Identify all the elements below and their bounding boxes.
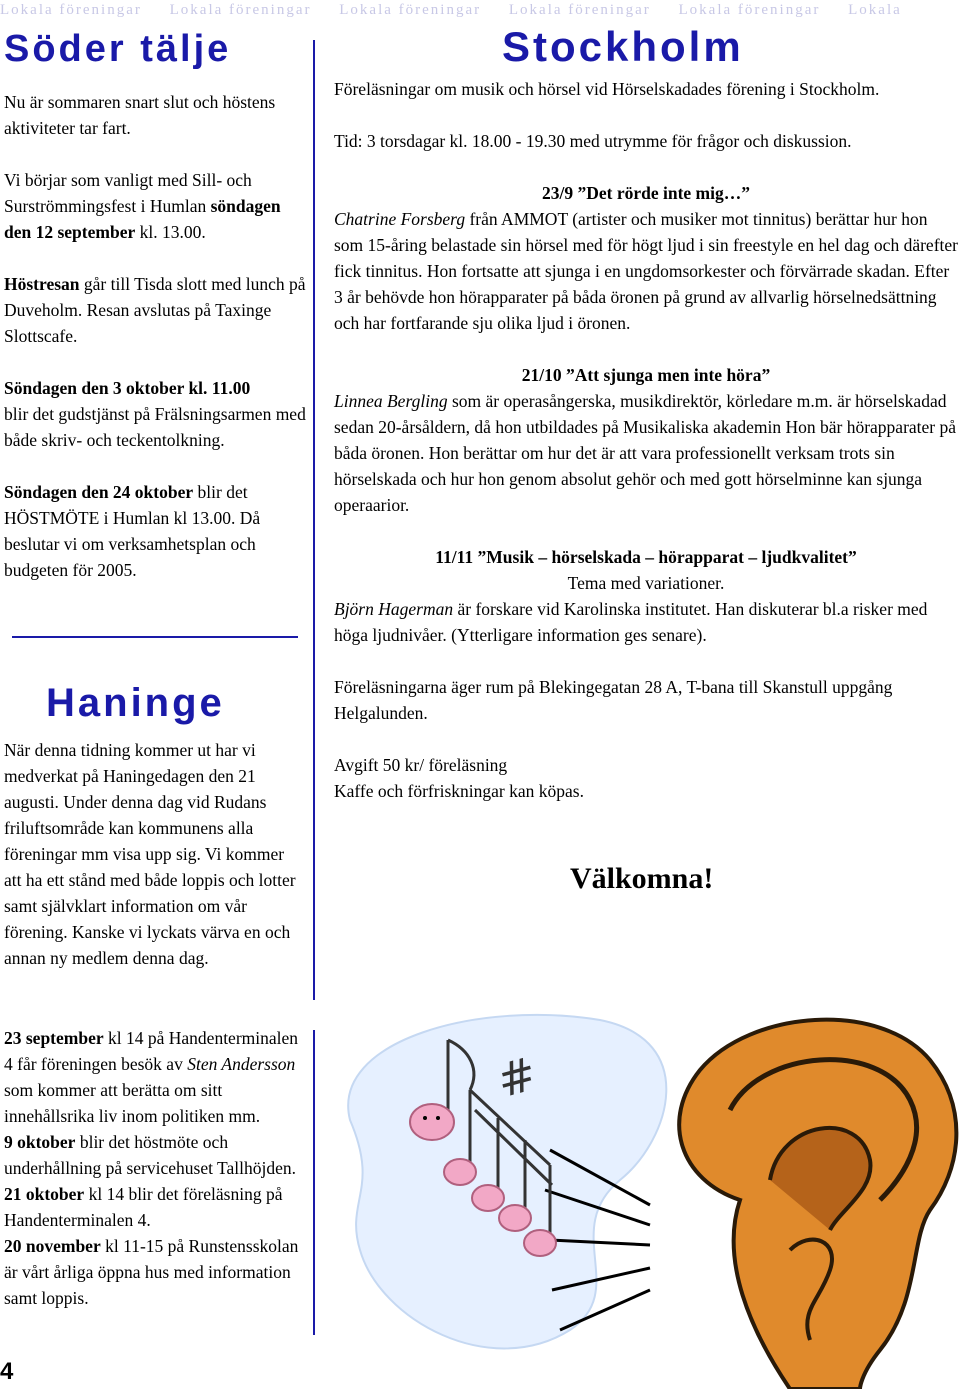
event-date: 21 oktober [4, 1184, 85, 1204]
haninge-events [4, 1025, 304, 1311]
event-date: 20 november [4, 1236, 101, 1256]
header-label: Lokala föreningar [0, 2, 142, 18]
sodertalje-trip-event [4, 271, 306, 349]
lecturer-name: Björn Hagerman [334, 599, 454, 619]
right-column-rule [313, 1030, 315, 1335]
haninge-intro: När denna tidning kommer ut har vi medverkat på Haningedagen den 21 augusti. Under denna dag vid Rudans friluftsområde kan kommunens alla föreningar mm visa upp sig. Vi kommer att ha ett stånd med både loppis och lotter samt självklart information om vår förening. Kanske vi lyckats värva en och annan ny medlem denna dag. [4, 740, 296, 968]
lecture-heading-text: 11/11 ”Musik – hörselskada – hörapparat – ljudkvalitet” [435, 547, 857, 567]
lecturer-name: Linnea Bergling [334, 391, 448, 411]
header-label: Lokala föreningar [508, 2, 651, 18]
sodertalje-intro: Nu är sommaren snart slut och höstens aktiviteter tar fart. [4, 92, 276, 138]
left-column-rule [313, 40, 315, 1000]
stockholm-location: Föreläsningarna äger rum på Blekingegatan 28 A, T-bana till Skanstull uppgång Helgalunden. [334, 677, 893, 723]
header-label: Lokala föreningar [339, 2, 482, 18]
stockholm-title: Stockholm [502, 23, 744, 70]
lecture-text: som är operasångerska, musikdirektör, körledare m.m. är hörselskadad sedan 20-årsåldern, då hon utbildades på Musikaliska akademin Hon bär hörapparater på båda öronen. Hon berättar om hur det är att vara professionellt verksam trots sin hörselskada och hur hon genom absolut gehör och med gott hörselminne kan sjunga operaarior. [334, 391, 957, 515]
sodertalje-service-event [4, 375, 306, 453]
sodertalje-title: Söder tälje [4, 28, 232, 70]
haninge-event [4, 1129, 304, 1181]
lecture-2-body [334, 388, 958, 518]
trip-label: Höstresan [4, 274, 80, 294]
welcome-text: Välkomna! [570, 862, 714, 895]
page-number: 4 [0, 1358, 14, 1385]
lecture-text: är forskare vid Karolinska institutet. Han diskuterar bl.a risker med höga ljudnivåer. (Ytterligare information ges senare). [334, 599, 928, 645]
stockholm-fee: Avgift 50 kr/ föreläsning [334, 755, 508, 775]
service-text: blir det gudstjänst på Frälsningsarmen med både skriv- och teckentolkning. [4, 404, 306, 450]
speaker-name: Sten Andersson [187, 1054, 296, 1074]
lecture-2-heading [334, 362, 958, 388]
event-text: som kommer att berätta om sitt innehållsrika liv inom politiken mm. [4, 1080, 261, 1126]
sodertalje-sill-event [4, 167, 306, 245]
meeting-date: Söndagen den 24 oktober [4, 482, 194, 502]
haninge-event [4, 1181, 304, 1233]
ear-icon [679, 1020, 956, 1389]
sodertalje-body [4, 89, 306, 583]
service-date: Söndagen den 3 oktober kl. 11.00 [4, 378, 251, 398]
stockholm-time: Tid: 3 torsdagar kl. 18.00 - 19.30 med utrymme för frågor och diskussion. [334, 131, 852, 151]
lecture-3-heading [334, 544, 958, 570]
sill-time: kl. 13.00. [135, 222, 206, 242]
lecture-3-body [334, 596, 958, 648]
event-text: blir det höstmöte och underhållning på servicehuset Tallhöjden. [4, 1132, 296, 1178]
event-text: kl 14 blir det föreläsning på Handenterminalen 4. [4, 1184, 283, 1230]
header-label: Lokala föreningar [169, 2, 312, 18]
lecture-heading-text: 21/10 ”Att sjunga men inte höra” [521, 365, 771, 385]
event-text: kl 11-15 på Runstensskolan är vårt årliga öppna hus med information samt loppis. [4, 1236, 299, 1308]
stockholm-intro: Föreläsningar om musik och hörsel vid Hörselskadades förening i Stockholm. [334, 79, 880, 99]
haninge-event [4, 1233, 304, 1311]
haninge-title: Haninge [46, 681, 225, 725]
sill-text: Vi börjar som vanligt med Sill- och Surströmmingsfest i Humlan [4, 170, 252, 216]
lecture-3-sub: Tema med variationer. [567, 573, 725, 593]
sill-date: söndagen den 12 september [4, 196, 281, 242]
haninge-body [4, 737, 302, 971]
event-text: kl 14 på Handenterminalen 4 får föreningen besök av [4, 1028, 299, 1074]
stockholm-body [334, 76, 958, 804]
section-header-band [0, 0, 960, 22]
lecture-1-body [334, 206, 958, 336]
event-date: 23 september [4, 1028, 104, 1048]
stockholm-coffee: Kaffe och förfriskningar kan köpas. [334, 781, 584, 801]
lecture-text: från AMMOT (artister och musiker mot tinnitus) berättar hur hon som 15-åring belastade sin hörsel med för högt ljud i sin freestyle en hel dag och därefter fick tinnitus. Hon fortsatte att sjunga i en ungdomsorkester och förvärrade skadan. Efter 3 år behövde hon hörapparater på båda öronen på grund av allvarlig hörselnedsättning och har fortfarande sju olika ljud i öronen. [334, 209, 958, 333]
section-divider [12, 636, 298, 638]
sharp-symbol: # [491, 1046, 543, 1109]
event-date: 9 oktober [4, 1132, 76, 1152]
music-ear-illustration [320, 1000, 960, 1389]
trip-text: går till Tisda slott med lunch på Duveholm. Resan avslutas på Taxinge Slottscafe. [4, 274, 306, 346]
header-label: Lokala [848, 2, 902, 18]
haninge-event [4, 1025, 304, 1129]
sodertalje-meeting-event [4, 479, 306, 583]
meeting-text: blir det HÖSTMÖTE i Humlan kl 13.00. Då beslutar vi om verksamhetsplan och budgeten för 2005. [4, 482, 261, 580]
lecture-1-heading [334, 180, 958, 206]
header-label: Lokala föreningar [678, 2, 821, 18]
lecturer-name: Chatrine Forsberg [334, 209, 466, 229]
lecture-heading-text: 23/9 ”Det rörde inte mig…” [541, 183, 750, 203]
